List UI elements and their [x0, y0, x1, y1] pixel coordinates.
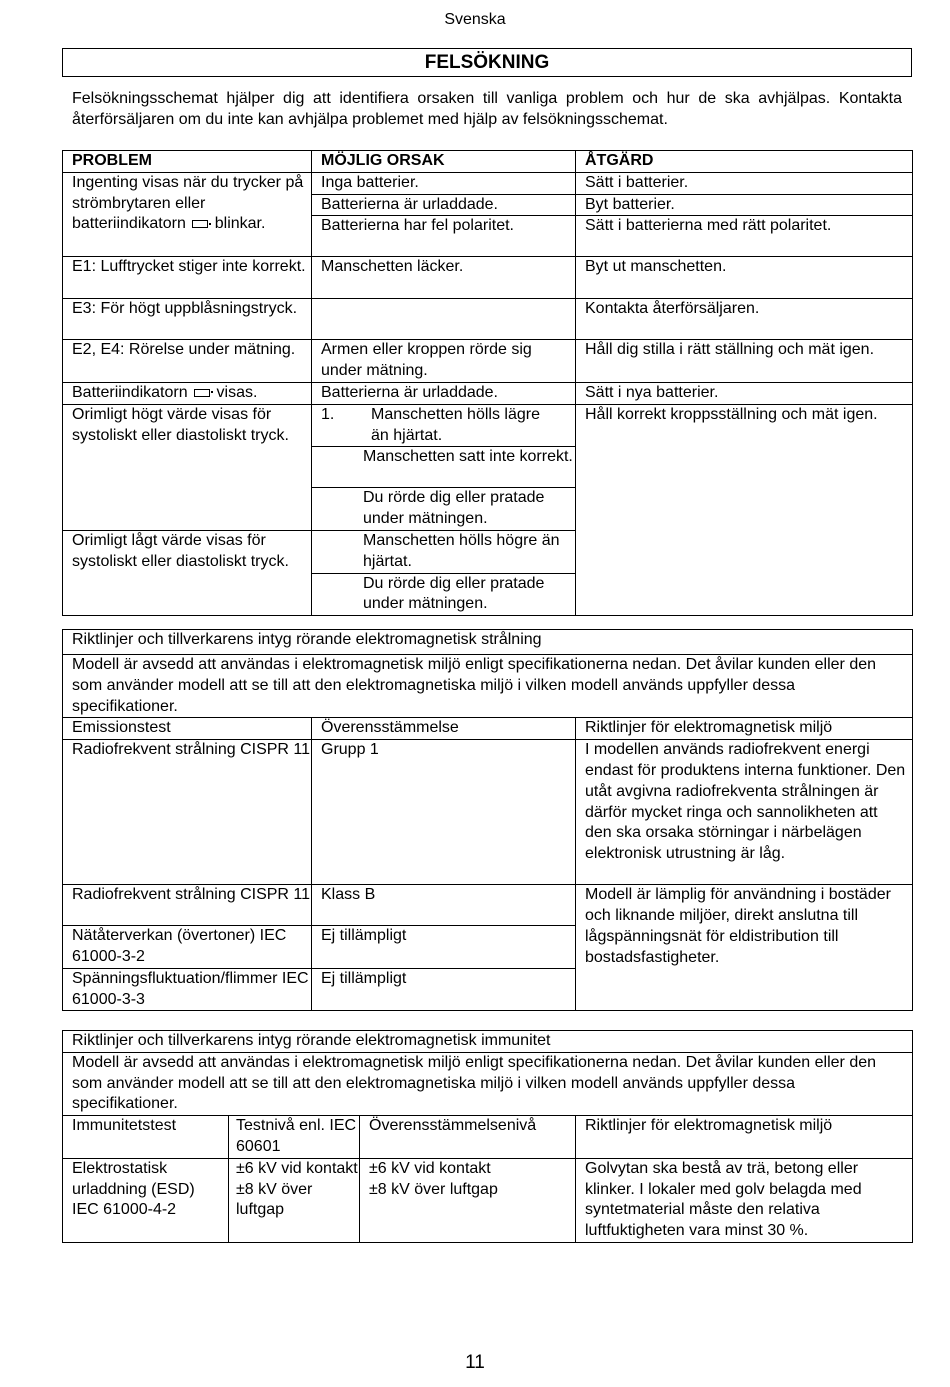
troubleshooting-table: [62, 150, 913, 616]
immunity-level-cell: ±6 kV vid kontakt ±8 kV över luftgap: [229, 1158, 360, 1242]
immunity-intro: Modell är avsedd att användas i elektromagnetisk miljö enligt specifikationerna nedan. Det åvilar kunden eller den som använder modell att se till att den elektromagnetiska miljö i vilken modell används uppfyller dessa specifikationer.: [63, 1052, 913, 1115]
action-cell: Håll dig stilla i rätt ställning och mät igen.: [576, 340, 913, 383]
cause-cell: Batterierna har fel polaritet.: [312, 216, 576, 257]
cause-text-continued: än hjärtat.: [371, 426, 443, 444]
cause-cell: Du rörde dig eller pratade under mätningen.: [312, 488, 576, 531]
battery-indicator-icon: [194, 389, 210, 397]
action-cell: Håll korrekt kroppsställning och mät igen.: [576, 404, 913, 615]
emission-test-cell: Radiofrekvent strålning CISPR 11: [63, 885, 312, 926]
immunity-compliance-line: ±8 kV över luftgap: [369, 1180, 498, 1198]
immunity-compliance-cell: [360, 1158, 576, 1242]
cause-cell: Batterierna är urladdade.: [312, 382, 576, 404]
problem-cell: Orimligt lågt värde visas för systoliskt eller diastoliskt tryck.: [63, 530, 312, 615]
emission-test-cell: Radiofrekvent strålning CISPR 11: [63, 740, 312, 885]
cause-cell: Armen eller kroppen rörde sig under mätning.: [312, 340, 576, 383]
emission-guidance-cell: Modell är lämplig för användning i bostäder och liknande miljöer, direkt anslutna till lågspänningsnät för eldistribution till bostadsfastigheter.: [576, 885, 913, 1011]
immunity-table: [62, 1030, 913, 1243]
immunity-test-cell: Elektrostatisk urladdning (ESD) IEC 61000-4-2: [63, 1158, 229, 1242]
page-language-header: Svenska: [444, 11, 506, 28]
problem-cell: [63, 172, 312, 257]
emission-table: [62, 629, 913, 1011]
page-number: 11: [465, 1352, 485, 1373]
cause-cell: Manschetten hölls högre än hjärtat.: [312, 530, 576, 573]
problem-text-continued: blinkar.: [214, 215, 266, 233]
cause-cell: Manschetten satt inte korrekt.: [312, 447, 576, 488]
cause-cell: Batterierna är urladdade.: [312, 194, 576, 216]
problem-cell: E1: Lufftrycket stiger inte korrekt.: [63, 257, 312, 299]
immunity-compliance-line: ±6 kV vid kontakt: [369, 1159, 491, 1177]
problem-cell: [63, 382, 312, 404]
section-title: FELSÖKNING: [62, 48, 912, 77]
emission-compliance-cell: Klass B: [312, 885, 576, 926]
immunity-title: Riktlinjer och tillverkarens intyg rörande elektromagnetisk immunitet: [63, 1031, 913, 1053]
emission-compliance-cell: Ej tillämpligt: [312, 926, 576, 969]
action-cell: Sätt i nya batterier.: [576, 382, 913, 404]
action-cell: Byt batterier.: [576, 194, 913, 216]
emission-header-compliance: Överensstämmelse: [312, 718, 576, 740]
header-cause: MÖJLIG ORSAK: [312, 151, 576, 173]
emission-compliance-cell: Grupp 1: [312, 740, 576, 885]
cause-cell: Du rörde dig eller pratade under mätningen.: [312, 573, 576, 616]
immunity-header-level: Testnivå enl. IEC 60601: [229, 1116, 360, 1159]
problem-cell: Orimligt högt värde visas för systoliskt eller diastoliskt tryck.: [63, 404, 312, 530]
immunity-header-guidance: Riktlinjer för elektromagnetisk miljö: [576, 1116, 913, 1159]
cause-cell: Manschetten läcker.: [312, 257, 576, 299]
header-action: ÅTGÄRD: [576, 151, 913, 173]
immunity-header-compliance: Överensstämmelsenivå: [360, 1116, 576, 1159]
emission-title: Riktlinjer och tillverkarens intyg rörande elektromagnetisk strålning: [63, 630, 913, 655]
cause-cell: Inga batterier.: [312, 172, 576, 194]
emission-test-cell: Spänningsfluktuation/flimmer IEC 61000-3-3: [63, 968, 312, 1011]
emission-test-cell: Nätåterverkan (övertoner) IEC 61000-3-2: [63, 926, 312, 969]
action-cell: Kontakta återförsäljaren.: [576, 299, 913, 340]
problem-text: Batteriindikatorn: [72, 383, 188, 401]
action-cell: Sätt i batterier.: [576, 172, 913, 194]
intro-text: Felsökningsschemat hjälper dig att identifiera orsaken till vanliga problem och hur de ska avhjälpas. Kontakta återförsäljaren om du inte kan avhjälpa problemet med hjälp av felsökningsschemat.: [72, 90, 902, 128]
emission-guidance-cell: I modellen används radiofrekvent energi endast för produktens interna funktioner. Den utåt avgivna radiofrekventa strålningen är därför mycket ringa och sannolikheten att den ska orsaka störningar i närbelägen elektronisk utrustning är låg.: [576, 740, 913, 885]
emission-header-guidance: Riktlinjer för elektromagnetisk miljö: [576, 718, 913, 740]
emission-compliance-cell: Ej tillämpligt: [312, 968, 576, 1011]
emission-header-test: Emissionstest: [63, 718, 312, 740]
header-problem: PROBLEM: [63, 151, 312, 173]
problem-cell: E2, E4: Rörelse under mätning.: [63, 340, 312, 383]
problem-cell: E3: För högt uppblåsningstryck.: [63, 299, 312, 340]
emission-intro: Modell är avsedd att användas i elektromagnetisk miljö enligt specifikationerna nedan. Det åvilar kunden eller den som använder modell att se till att den elektromagnetiska miljö i vilken modell används uppfyller dessa specifikationer.: [63, 655, 913, 718]
problem-text-continued: visas.: [216, 383, 258, 401]
cause-cell: [312, 404, 576, 447]
action-cell: Byt ut manschetten.: [576, 257, 913, 299]
cause-cell: [312, 299, 576, 340]
cause-number: 1.: [321, 405, 335, 423]
problem-text: Ingenting visas när du trycker på strömbrytaren eller batteriindikatorn: [72, 173, 304, 233]
action-cell: Sätt i batterierna med rätt polaritet.: [576, 216, 913, 257]
immunity-guidance-cell: Golvytan ska bestå av trä, betong eller klinker. I lokaler med golv belagda med syntetmaterial måste den relativa luftfuktigheten vara minst 30 %.: [576, 1158, 913, 1242]
immunity-header-test: Immunitetstest: [63, 1116, 229, 1159]
battery-indicator-icon: [192, 220, 208, 228]
cause-text: Manschetten hölls lägre: [371, 405, 540, 423]
